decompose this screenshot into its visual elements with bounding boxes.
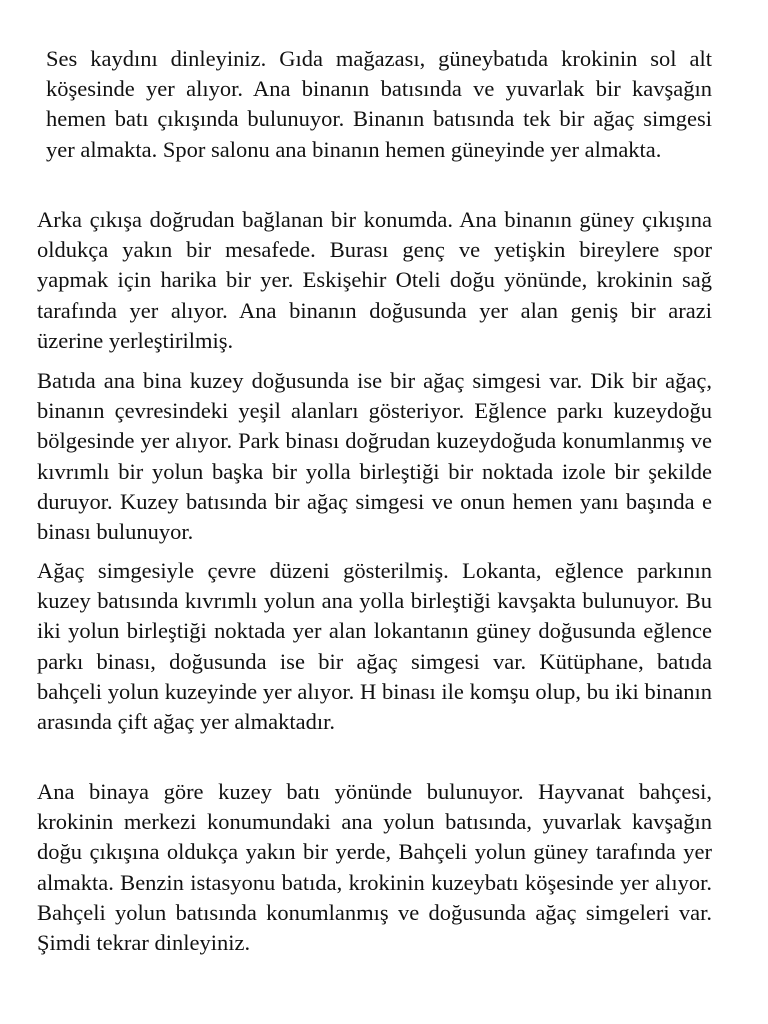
paragraph-5: Ana binaya göre kuzey batı yönünde bulunuyor. Hayvanat bahçesi, krokinin merkezi konumundaki ana yolun batısında, yuvarlak kavşağın doğu çıkışına oldukça yakın bir yerde, Bahçeli yolun güney tarafında yer almakta. Benzin istasyonu batıda, krokinin kuzeybatı köşesinde yer alıyor. Bahçeli yolun batısında konumlanmış ve doğusunda ağaç simgeleri var. Şimdi tekrar dinleyiniz. [37,779,712,956]
paragraph-4: Ağaç simgesiyle çevre düzeni gösterilmiş. Lokanta, eğlence parkının kuzey batısında kıvrımlı yolun ana yolla birleştiği kavşakta bulunuyor. Bu iki yolun birleştiği noktada yer alan lokantanın güney doğusunda eğlence parkı binası, doğusunda ise bir ağaç simgesi var. Kütüphane, batıda bahçeli yolun kuzeyinde yer alıyor. H binası ile komşu olup, bu iki binanın arasında çift ağaç yer almaktadır. [37,558,712,735]
paragraph-1: Ses kaydını dinleyiniz. Gıda mağazası, güneybatıda krokinin sol alt köşesinde yer alıyor. Ana binanın batısında ve yuvarlak bir kavşağın hemen batı çıkışında bulunuyor. Binanın batısında tek bir ağaç simgesi yer almakta. Spor salonu ana binanın hemen güneyinde yer almakta. [46,46,712,162]
paragraph-2: Arka çıkışa doğrudan bağlanan bir konumda. Ana binanın güney çıkışına oldukça yakın bir mesafede. Burası genç ve yetişkin bireylere spor yapmak için harika bir yer. Eskişehir Oteli doğu yönünde, krokinin sağ tarafında yer alıyor. Ana binanın doğusunda yer alan geniş bir arazi üzerine yerleştirilmiş. [37,207,712,353]
paragraph-3: Batıda ana bina kuzey doğusunda ise bir ağaç simgesi var. Dik bir ağaç, binanın çevresindeki yeşil alanları gösteriyor. Eğlence parkı kuzeydoğu bölgesinde yer alıyor. Park binası doğrudan kuzeydoğuda konumlanmış ve kıvrımlı bir yolun başka bir yolla birleştiği bir noktada izole bir şekilde duruyor. Kuzey batısında bir ağaç simgesi ve onun hemen yanı başında e binası bulunuyor. [37,368,712,545]
